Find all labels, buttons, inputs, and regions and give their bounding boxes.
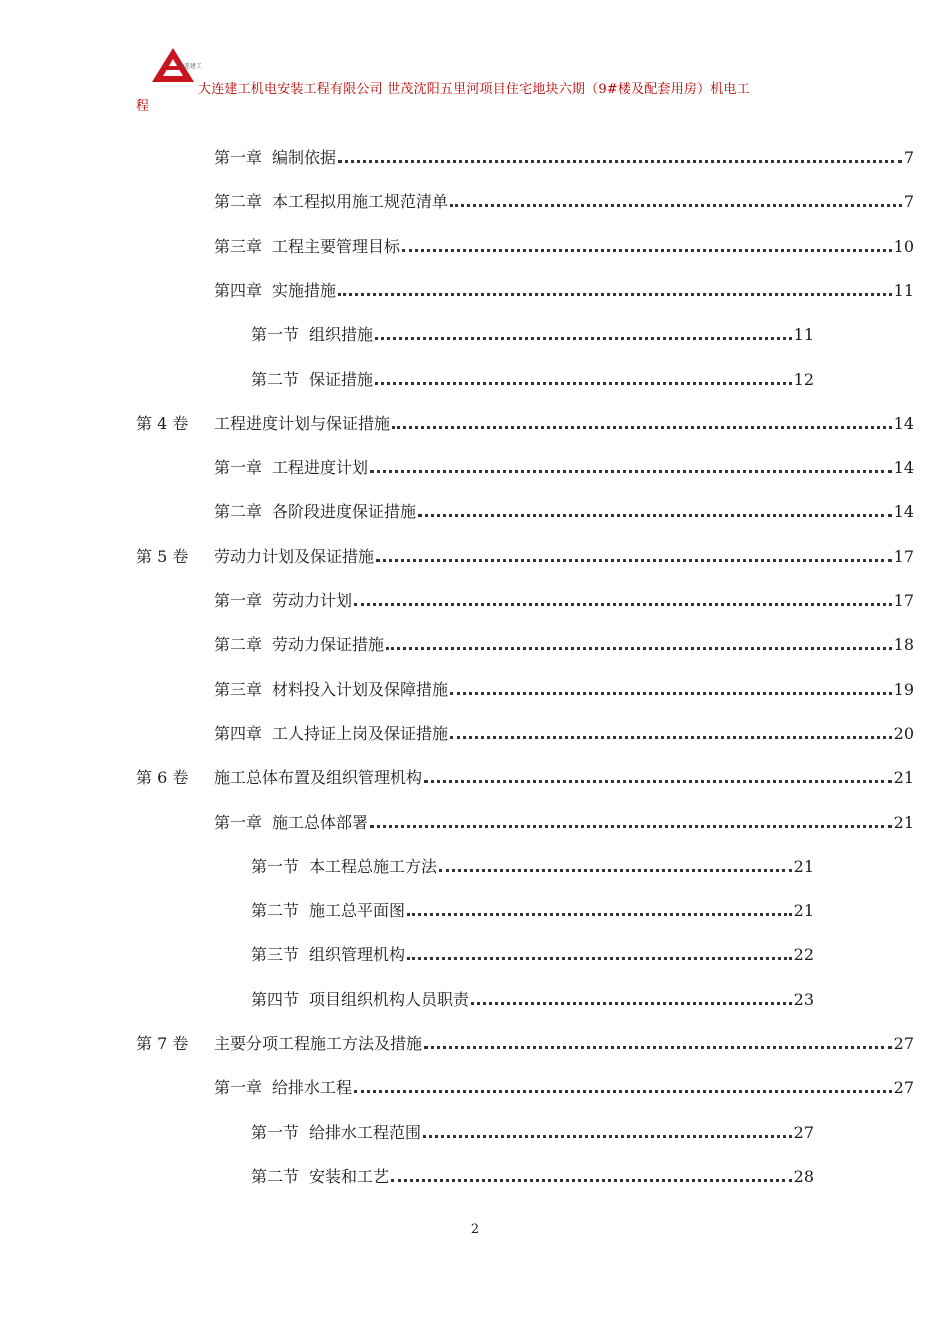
toc-entry-label <box>214 678 448 702</box>
toc-entry[interactable] <box>214 811 914 835</box>
toc-entry[interactable] <box>214 146 914 170</box>
toc-entry-page: 27 <box>893 1078 914 1097</box>
toc-entry-title: 劳动力保证措施 <box>272 635 385 654</box>
toc-entry-label <box>214 412 390 436</box>
toc-entry-title: 施工总体布置及组织管理机构 <box>214 768 423 787</box>
toc-entry-number: 第一节 <box>251 857 300 876</box>
toc-entry-number: 第一章 <box>214 813 263 832</box>
toc-entry-number: 第二章 <box>214 635 263 654</box>
toc-entry-number: 第四章 <box>214 281 263 300</box>
toc-entry-label <box>214 235 400 259</box>
toc-entry-page: 21 <box>893 813 914 832</box>
toc-entry-page: 10 <box>893 237 914 256</box>
toc-entry-page: 23 <box>793 990 814 1009</box>
toc-entry-page: 27 <box>793 1123 814 1142</box>
toc-entry-title: 工程主要管理目标 <box>272 237 401 256</box>
toc-entry-title: 实施措施 <box>272 281 337 300</box>
toc-leader-dots <box>450 194 902 207</box>
toc-entry-label <box>251 899 405 923</box>
toc-leader-dots <box>386 637 892 650</box>
toc-entry-label <box>214 190 448 214</box>
toc-entry-page: 22 <box>793 945 814 964</box>
toc-entry-number: 第四节 <box>251 990 300 1009</box>
toc-entry-page: 19 <box>893 680 914 699</box>
toc-entry-page: 17 <box>893 591 914 610</box>
toc-entry-label <box>214 1076 352 1100</box>
header-title-continuation: 程 <box>136 99 150 114</box>
toc-entry-page: 17 <box>893 547 914 566</box>
toc-entry-label <box>251 988 469 1012</box>
toc-leader-dots <box>424 1036 892 1049</box>
toc-leader-dots <box>450 682 892 695</box>
toc-leader-dots <box>471 992 792 1005</box>
toc-entry-label <box>214 545 374 569</box>
toc-entry-page: 21 <box>793 901 814 920</box>
toc-entry-page: 12 <box>793 370 814 389</box>
toc-entry-page: 20 <box>893 724 914 743</box>
toc-entry-title: 保证措施 <box>309 370 374 389</box>
toc-entry-label <box>214 722 448 746</box>
toc-leader-dots <box>375 327 792 340</box>
toc-entry-title: 给排水工程范围 <box>309 1123 422 1142</box>
toc-entry[interactable] <box>251 323 814 347</box>
toc-leader-dots <box>375 372 792 385</box>
toc-entry-label <box>214 146 336 170</box>
toc-entry-label <box>251 1121 421 1145</box>
toc-entry-page: 21 <box>893 768 914 787</box>
toc-leader-dots <box>376 549 892 562</box>
toc-entry-number: 第二节 <box>251 901 300 920</box>
toc-entry-title: 编制依据 <box>272 148 337 167</box>
toc-entry-page: 7 <box>903 192 914 211</box>
toc-leader-dots <box>338 150 902 163</box>
toc-entry-title: 施工总平面图 <box>309 901 406 920</box>
toc-leader-dots <box>418 504 892 517</box>
toc-leader-dots <box>370 815 892 828</box>
toc-entry-label <box>214 589 352 613</box>
toc-entry-page: 7 <box>903 148 914 167</box>
toc-entry-number: 第一章 <box>214 1078 263 1097</box>
toc-entry[interactable] <box>214 456 914 480</box>
toc-entry[interactable] <box>251 899 814 923</box>
toc-entry-title: 各阶段进度保证措施 <box>272 502 417 521</box>
toc-leader-dots <box>407 947 792 960</box>
toc-leader-dots <box>424 770 892 783</box>
toc-entry[interactable] <box>214 589 914 613</box>
toc-entry[interactable] <box>251 855 814 879</box>
toc-entry-label <box>214 811 368 835</box>
toc-entry-title: 给排水工程 <box>272 1078 353 1097</box>
toc-entry[interactable] <box>214 722 914 746</box>
toc-entry-number: 第四章 <box>214 724 263 743</box>
company-logo-icon <box>150 46 203 86</box>
toc-entry[interactable] <box>251 1121 814 1145</box>
toc-entry[interactable] <box>214 190 914 214</box>
toc-entry-title: 本工程拟用施工规范清单 <box>272 192 449 211</box>
toc-entry[interactable] <box>214 545 914 569</box>
toc-entry-number: 第一章 <box>214 148 263 167</box>
toc-entry[interactable] <box>251 943 814 967</box>
toc-entry[interactable] <box>214 412 914 436</box>
toc-entry-title: 施工总体部署 <box>272 813 369 832</box>
toc-entry-number: 第一节 <box>251 1123 300 1142</box>
toc-entry-title: 工程进度计划 <box>272 458 369 477</box>
toc-entry-number: 第三节 <box>251 945 300 964</box>
toc-entry-title: 劳动力计划 <box>272 591 353 610</box>
toc-entry-page: 14 <box>893 414 914 433</box>
toc-leader-dots <box>439 859 792 872</box>
toc-entry-number: 第二节 <box>251 1167 300 1186</box>
toc-entry-label <box>251 1165 389 1189</box>
toc-leader-dots <box>450 726 892 739</box>
page-header <box>136 40 816 112</box>
toc-entry-label <box>214 279 336 303</box>
toc-entry[interactable] <box>251 988 814 1012</box>
toc-entry-page: 28 <box>793 1167 814 1186</box>
header-title: 大连建工机电安装工程有限公司 世茂沈阳五里河项目住宅地块六期（9#楼及配套用房）机电工 <box>198 82 750 97</box>
toc-entry-number: 第二章 <box>214 192 263 211</box>
toc-entry-number: 第一章 <box>214 458 263 477</box>
toc-entry-number: 第一章 <box>214 591 263 610</box>
toc-entry-title: 组织措施 <box>309 325 374 344</box>
toc-leader-dots <box>392 416 892 429</box>
toc-entry-title: 材料投入计划及保障措施 <box>272 680 449 699</box>
toc-entry[interactable] <box>214 678 914 702</box>
toc-entry-title: 安装和工艺 <box>309 1167 390 1186</box>
toc-entry-label <box>214 456 368 480</box>
toc-entry-title: 本工程总施工方法 <box>309 857 438 876</box>
toc-leader-dots <box>402 239 892 252</box>
toc-entry-label <box>251 368 373 392</box>
toc-entry-number: 第二节 <box>251 370 300 389</box>
toc-entry[interactable] <box>214 500 914 524</box>
toc-entry-label <box>251 323 373 347</box>
toc-leader-dots <box>354 1080 892 1093</box>
toc-entry-title: 项目组织机构人员职责 <box>309 990 470 1009</box>
toc-leader-dots <box>338 283 892 296</box>
toc-entry-page: 18 <box>893 635 914 654</box>
toc-volume-label: 第 5 卷 <box>136 547 189 566</box>
toc-entry-label <box>214 633 384 657</box>
toc-entry-page: 11 <box>893 281 914 300</box>
toc-entry[interactable] <box>214 235 914 259</box>
toc-leader-dots <box>370 460 892 473</box>
toc-entry-page: 14 <box>893 458 914 477</box>
toc-entry-number: 第三章 <box>214 680 263 699</box>
toc-entry-number: 第一节 <box>251 325 300 344</box>
toc-entry-page: 27 <box>893 1034 914 1053</box>
toc-leader-dots <box>354 593 892 606</box>
toc-entry[interactable] <box>214 633 914 657</box>
toc-entry-title: 主要分项工程施工方法及措施 <box>214 1034 423 1053</box>
toc-entry-label <box>214 766 422 790</box>
toc-entry[interactable] <box>214 279 914 303</box>
page-number: 2 <box>470 1222 480 1237</box>
toc-leader-dots <box>391 1169 792 1182</box>
toc-entry-title: 组织管理机构 <box>309 945 406 964</box>
toc-leader-dots <box>423 1125 792 1138</box>
toc-entry-page: 11 <box>793 325 814 344</box>
toc-volume-label: 第 7 卷 <box>136 1034 189 1053</box>
toc-entry-label <box>214 500 416 524</box>
toc-entry[interactable] <box>251 1165 814 1189</box>
toc-entry-title: 劳动力计划及保证措施 <box>214 547 375 566</box>
toc-entry[interactable] <box>251 368 814 392</box>
toc-entry-title: 工程进度计划与保证措施 <box>214 414 391 433</box>
toc-entry[interactable] <box>214 766 914 790</box>
toc-entry-number: 第三章 <box>214 237 263 256</box>
toc-entry[interactable] <box>214 1076 914 1100</box>
toc-entry-title: 工人持证上岗及保证措施 <box>272 724 449 743</box>
toc-entry-number: 第二章 <box>214 502 263 521</box>
toc-leader-dots <box>407 903 792 916</box>
toc-entry-label <box>251 855 437 879</box>
toc-entry-label <box>251 943 405 967</box>
toc-entry-page: 14 <box>893 502 914 521</box>
toc-volume-label: 第 4 卷 <box>136 414 189 433</box>
toc-entry-page: 21 <box>793 857 814 876</box>
toc-entry[interactable] <box>214 1032 914 1056</box>
toc-volume-label: 第 6 卷 <box>136 768 189 787</box>
logo-text: 大连建工 <box>178 63 203 70</box>
toc-entry-label <box>214 1032 422 1056</box>
